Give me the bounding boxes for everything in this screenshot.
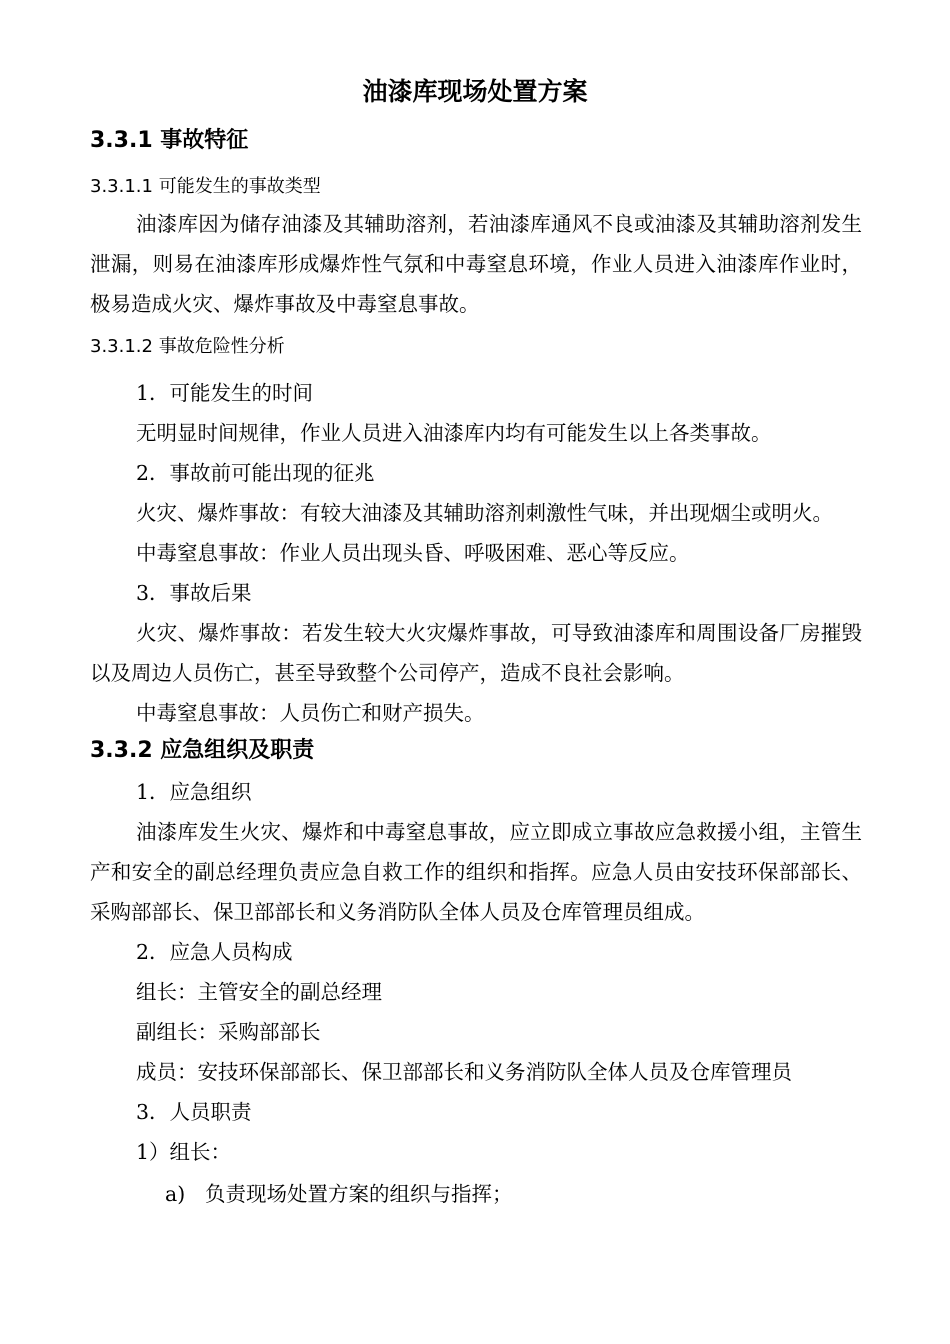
list-marker: a) — [165, 1182, 186, 1206]
item-warning-signs-poison: 中毒窒息事故：作业人员出现头昏、呼吸困难、恶心等反应。 — [136, 541, 690, 565]
accident-type-paragraph: 油漆库因为储存油漆及其辅助溶剂，若油漆库通风不良或油漆及其辅助溶剂发生泄漏，则易在油漆库形成爆炸性气氛和中毒窒息环境，作业人员进入油漆库作业时，极易造成火灾、爆炸事故及中毒窒息事故。 — [90, 212, 862, 316]
item-consequences-fire: 火灾、爆炸事故：若发生较大火灾爆炸事故，可导致油漆库和周围设备厂房摧毁以及周边人员伤亡，甚至导致整个公司停产，造成不良社会影响。 — [90, 621, 862, 685]
item-warning-signs-title: 2．事故前可能出现的征兆 — [136, 461, 375, 485]
duty-leader-item-a — [165, 1174, 513, 1214]
section-heading-3-3-1: 3.3.1 事故特征 — [90, 128, 249, 153]
item-possible-time-text: 无明显时间规律，作业人员进入油漆库内均有可能发生以上各类事故。 — [136, 421, 772, 445]
document-title: 油漆库现场处置方案 — [362, 77, 588, 106]
item-consequences-poison: 中毒窒息事故：人员伤亡和财产损失。 — [136, 701, 485, 725]
item-emergency-org-text: 油漆库发生火灾、爆炸和中毒窒息事故，应立即成立事故应急救援小组，主管生产和安全的副总经理负责应急自救工作的组织和指挥。应急人员由安技环保部部长、采购部部长、保卫部部长和义务消防队全体人员及仓库管理员组成。 — [90, 820, 862, 924]
staff-members: 成员：安技环保部部长、保卫部部长和义务消防队全体人员及仓库管理员 — [136, 1060, 792, 1084]
item-emergency-org-title: 1．应急组织 — [136, 780, 252, 804]
item-consequences-title: 3．事故后果 — [136, 581, 252, 605]
item-duties-title: 3．人员职责 — [136, 1100, 252, 1124]
subsection-heading-3-3-1-2: 3.3.1.2 事故危险性分析 — [90, 336, 285, 357]
item-staff-composition-title: 2．应急人员构成 — [136, 940, 293, 964]
section-heading-3-3-2: 3.3.2 应急组织及职责 — [90, 738, 315, 763]
subsection-heading-3-3-1-1: 3.3.1.1 可能发生的事故类型 — [90, 176, 321, 197]
staff-deputy-leader: 副组长：采购部部长 — [136, 1020, 321, 1044]
item-possible-time-title: 1．可能发生的时间 — [136, 381, 314, 405]
duty-leader-title: 1）组长： — [136, 1140, 232, 1164]
item-warning-signs-fire: 火灾、爆炸事故：有较大油漆及其辅助溶剂刺激性气味，并出现烟尘或明火。 — [136, 501, 833, 525]
list-item-text: 负责现场处置方案的组织与指挥； — [205, 1182, 513, 1206]
staff-leader: 组长：主管安全的副总经理 — [136, 980, 382, 1004]
